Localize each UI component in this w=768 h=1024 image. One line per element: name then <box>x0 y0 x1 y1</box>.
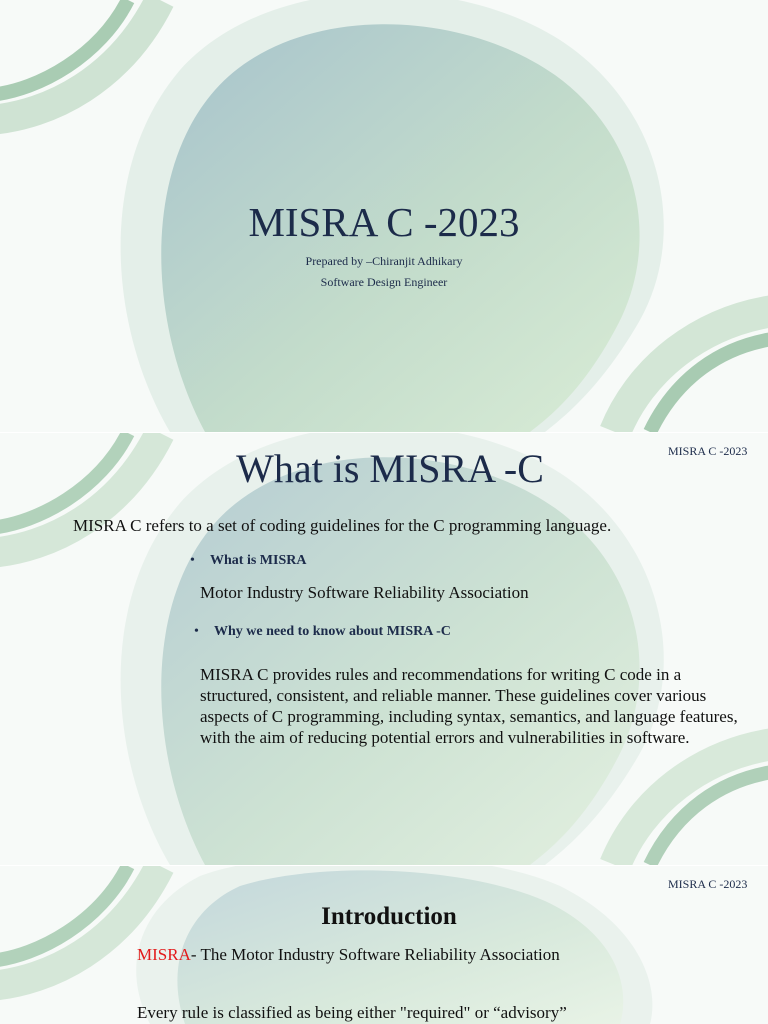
slide-header: MISRA C -2023 <box>668 877 748 891</box>
prepared-by: Prepared by –Chiranjit Adhikary <box>305 254 463 268</box>
slide-background <box>0 433 768 865</box>
bullet-description: Motor Industry Software Reliability Association <box>200 583 529 602</box>
misra-expansion: - The Motor Industry Software Reliability Association <box>190 945 560 964</box>
presentation-title: MISRA C -2023 <box>248 199 520 245</box>
slide-what-is-misra <box>0 433 768 865</box>
misra-definition <box>137 945 560 965</box>
author-role: Software Design Engineer <box>320 275 448 289</box>
bullet-glyph: • <box>194 624 199 639</box>
bullet-label: What is MISRA <box>210 553 307 568</box>
slide-title: What is MISRA -C <box>236 446 544 491</box>
bullet-what-is-misra <box>190 553 306 569</box>
misra-acronym: MISRA <box>137 945 191 964</box>
slide-header: MISRA C -2023 <box>668 444 748 458</box>
rule-classification: Every rule is classified as being either "required" or “advisory” <box>137 1003 567 1022</box>
bullet-label: Why we need to know about MISRA -C <box>214 624 451 639</box>
misra-paragraph: MISRA C provides rules and recommendations for writing C code in a structured, consistent, and reliable manner. These guidelines cover various aspects of C programming, including syntax, semantics, and language features, with the aim of reducing potential errors and vulnerabilities in software. <box>200 665 738 747</box>
bullet-why-misra <box>194 624 451 640</box>
slide-title: Introduction <box>321 903 457 930</box>
bullet-glyph: • <box>190 553 195 568</box>
intro-text: MISRA C refers to a set of coding guidelines for the C programming language. <box>73 516 612 535</box>
slide-title <box>0 0 768 432</box>
slide-introduction <box>0 866 768 1024</box>
